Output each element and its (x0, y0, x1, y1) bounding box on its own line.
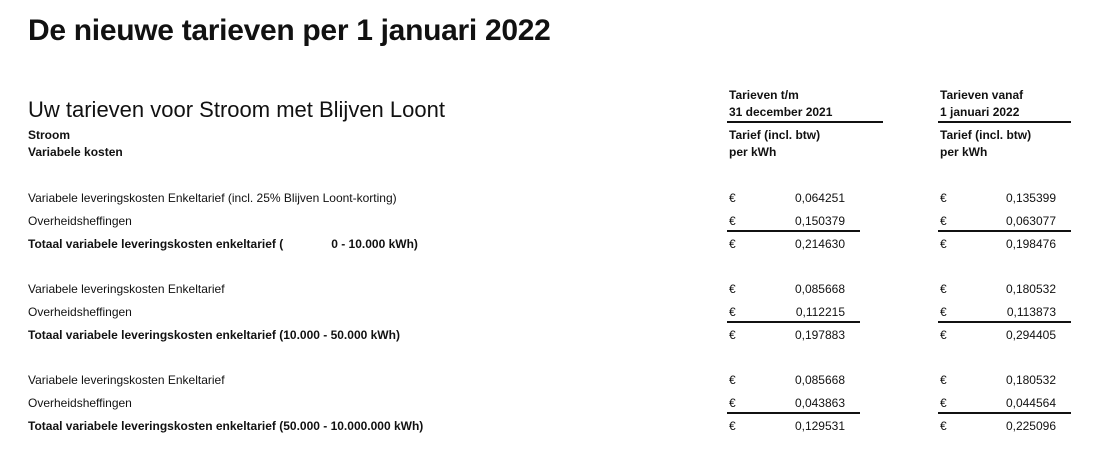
currency-symbol: € (940, 214, 947, 228)
product-label: Stroom (28, 128, 70, 142)
tariff-value: 0,180532 (1005, 373, 1056, 387)
currency-symbol: € (940, 191, 947, 205)
tariff-total-value: 0,197883 (794, 328, 845, 342)
currency-symbol: € (940, 282, 947, 296)
section-subtitle: Uw tarieven voor Stroom met Blijven Loont (28, 97, 445, 122)
subtotal-underline (938, 412, 1071, 414)
currency-symbol: € (729, 373, 736, 387)
currency-symbol: € (940, 373, 947, 387)
currency-symbol: € (940, 328, 947, 342)
tariff-total-value: 0,129531 (794, 419, 845, 433)
tariff-value: 0,135399 (1005, 191, 1056, 205)
tariff-value: 0,043863 (794, 396, 845, 410)
currency-symbol: € (940, 419, 947, 433)
tariff-value: 0,180532 (1005, 282, 1056, 296)
tariff-value: 0,044564 (1005, 396, 1056, 410)
tariff-row-label: Variabele leveringskosten Enkeltarief (incl. 25% Blijven Loont-korting) (28, 191, 397, 205)
currency-symbol: € (940, 305, 947, 319)
tariff-total-value: 0,198476 (1005, 237, 1056, 251)
subtotal-underline (938, 230, 1071, 232)
column-period-line1: Tarieven vanaf (940, 88, 1024, 102)
page-title: De nieuwe tarieven per 1 januari 2022 (28, 14, 551, 47)
tariff-total-value: 0,294405 (1005, 328, 1056, 342)
currency-symbol: € (729, 328, 736, 342)
cost-type-label: Variabele kosten (28, 145, 123, 159)
tariff-total-label: Totaal variabele leveringskosten enkeltarief (10.000 - 50.000 kWh) (28, 328, 400, 342)
currency-symbol: € (940, 396, 947, 410)
column-period-line2: 31 december 2021 (729, 105, 833, 119)
tariff-total-label (28, 236, 418, 252)
tariff-total-text: Totaal variabele leveringskosten enkeltarief ( (28, 237, 284, 251)
subtotal-underline (727, 412, 860, 414)
column-unit-line2: per kWh (940, 145, 988, 159)
currency-symbol: € (729, 237, 736, 251)
subtotal-underline (938, 321, 1071, 323)
currency-symbol: € (729, 191, 736, 205)
column-unit-line1: Tarief (incl. btw) (940, 128, 1032, 142)
subtotal-underline (727, 230, 860, 232)
column-header-underline (727, 121, 883, 123)
tariff-value: 0,085668 (794, 282, 845, 296)
tariff-row-label: Variabele leveringskosten Enkeltarief (28, 282, 225, 296)
column-period-line2: 1 januari 2022 (940, 105, 1020, 119)
tariff-total-value: 0,225096 (1005, 419, 1056, 433)
currency-symbol: € (729, 396, 736, 410)
currency-symbol: € (729, 419, 736, 433)
currency-symbol: € (729, 305, 736, 319)
tariff-row-label: Overheidsheffingen (28, 396, 132, 410)
tariff-total-range: 0 - 10.000 kWh) (331, 237, 418, 251)
tariff-value: 0,063077 (1005, 214, 1056, 228)
subtotal-underline (727, 321, 860, 323)
tariff-value: 0,064251 (794, 191, 845, 205)
tariff-row-label: Variabele leveringskosten Enkeltarief (28, 373, 225, 387)
tariff-total-value: 0,214630 (794, 237, 845, 251)
tariff-value: 0,150379 (794, 214, 845, 228)
tariff-value: 0,112215 (795, 305, 845, 319)
tariff-row-label: Overheidsheffingen (28, 214, 132, 228)
tariff-row-label: Overheidsheffingen (28, 305, 132, 319)
tariff-total-label: Totaal variabele leveringskosten enkeltarief (50.000 - 10.000.000 kWh) (28, 419, 424, 433)
column-header-underline (938, 121, 1071, 123)
tariff-value: 0,085668 (794, 373, 845, 387)
currency-symbol: € (729, 214, 736, 228)
column-unit-line1: Tarief (incl. btw) (729, 128, 821, 142)
column-period-line1: Tarieven t/m (729, 88, 799, 102)
currency-symbol: € (940, 237, 947, 251)
tariff-value: 0,113873 (1006, 305, 1056, 319)
currency-symbol: € (729, 282, 736, 296)
column-unit-line2: per kWh (729, 145, 777, 159)
